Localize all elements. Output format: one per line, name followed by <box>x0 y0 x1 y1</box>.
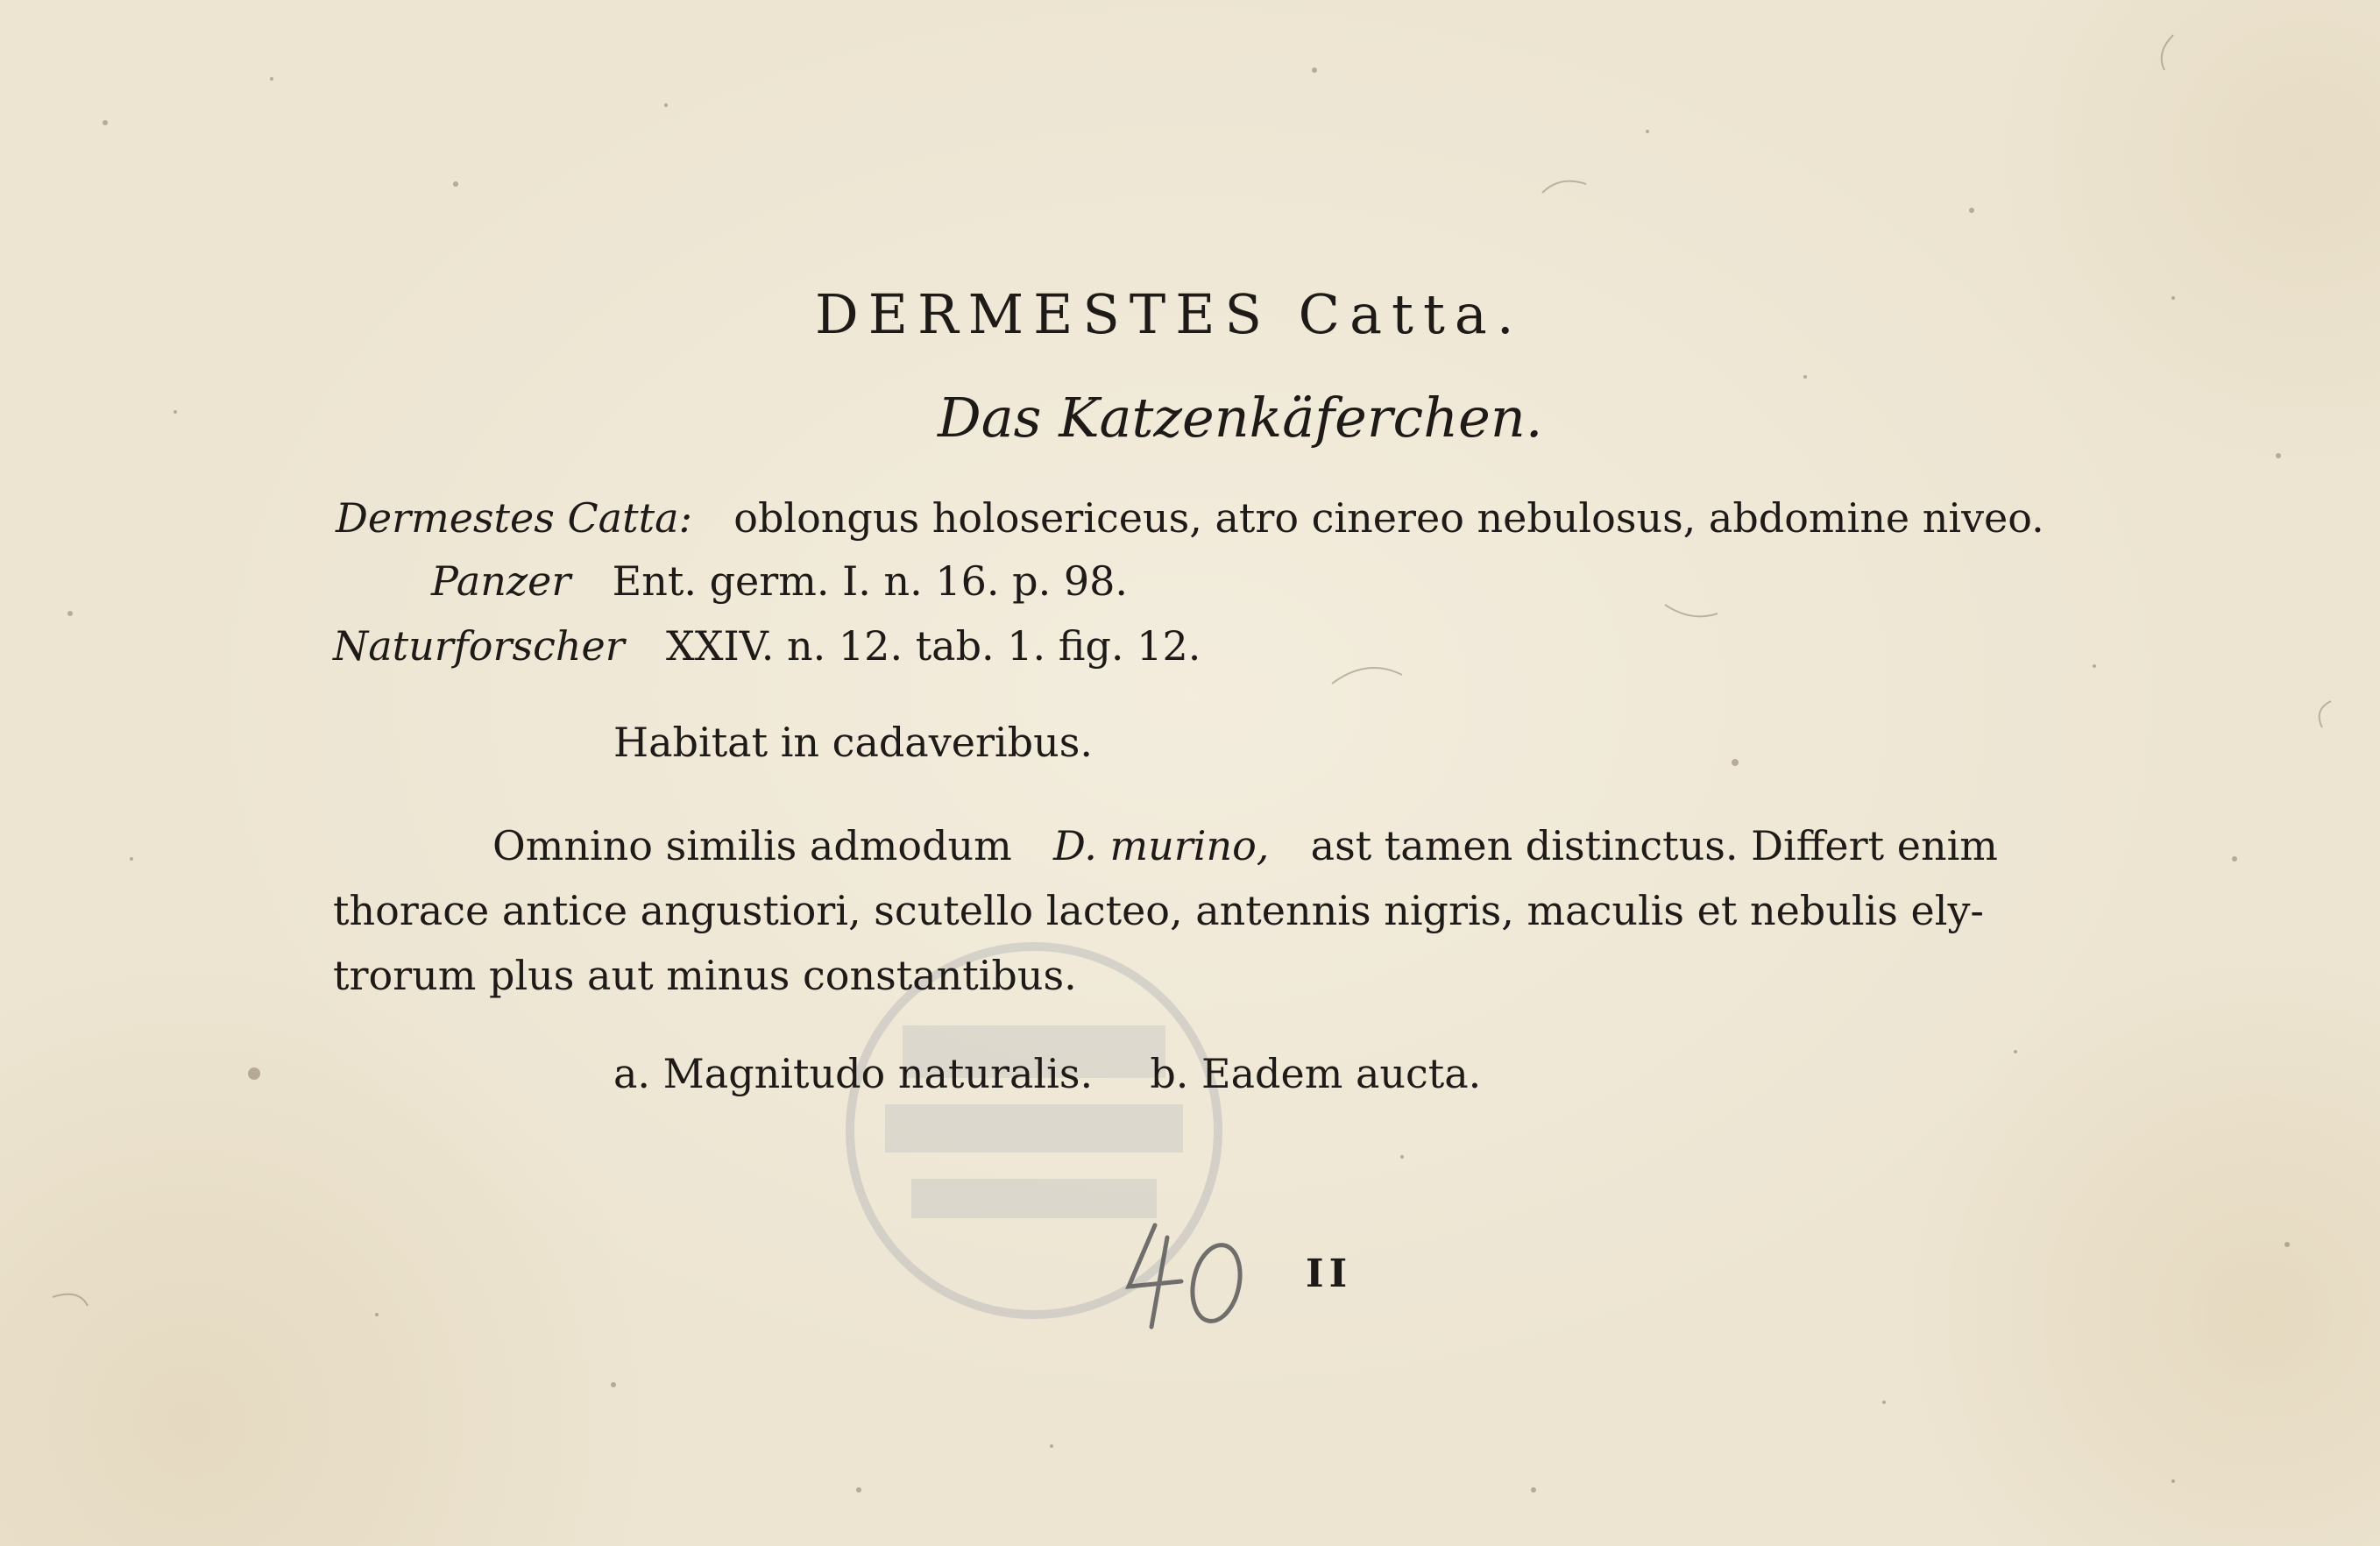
remark-text: Omnino similis admodum <box>492 822 1012 869</box>
common-name-subtitle: Das Katzenkäferchen. <box>938 386 1543 450</box>
figure-legend <box>613 1050 1481 1097</box>
figure-a-caption: a. Magnitudo naturalis. <box>613 1050 1094 1097</box>
remark-line-3: trorum plus aut minus constantibus. <box>333 952 1077 999</box>
compared-species: D. murino, <box>1053 822 1270 869</box>
figure-b-caption: b. Eadem aucta. <box>1150 1050 1482 1097</box>
reference-citation: XXIV. n. 12. tab. 1. fig. 12. <box>665 622 1201 670</box>
description-text: oblongus holosericeus, atro cinereo nebulosus, abdomine niveo. <box>733 494 2044 542</box>
reference-citation: Ent. germ. I. n. 16. p. 98. <box>612 557 1129 605</box>
reference-panzer <box>431 557 1128 605</box>
species-title: DERMESTES Catta. <box>815 282 1524 346</box>
species-name: Dermestes Catta: <box>336 494 692 542</box>
reference-naturforscher <box>333 622 1201 670</box>
habitat-line: Habitat in cadaveribus. <box>613 719 1093 766</box>
species-description <box>336 494 2044 542</box>
handwritten-number <box>1113 1218 1253 1332</box>
page-number: II <box>1306 1252 1353 1296</box>
remark-text: ast tamen distinctus. Differt enim <box>1310 822 1998 869</box>
reference-author: Panzer <box>431 557 571 605</box>
remark-line-1 <box>492 822 1998 869</box>
reference-author: Naturforscher <box>333 622 625 670</box>
remark-line-2: thorace antice angustiori, scutello lacteo, antennis nigris, maculis et nebulis ely- <box>333 887 1984 934</box>
